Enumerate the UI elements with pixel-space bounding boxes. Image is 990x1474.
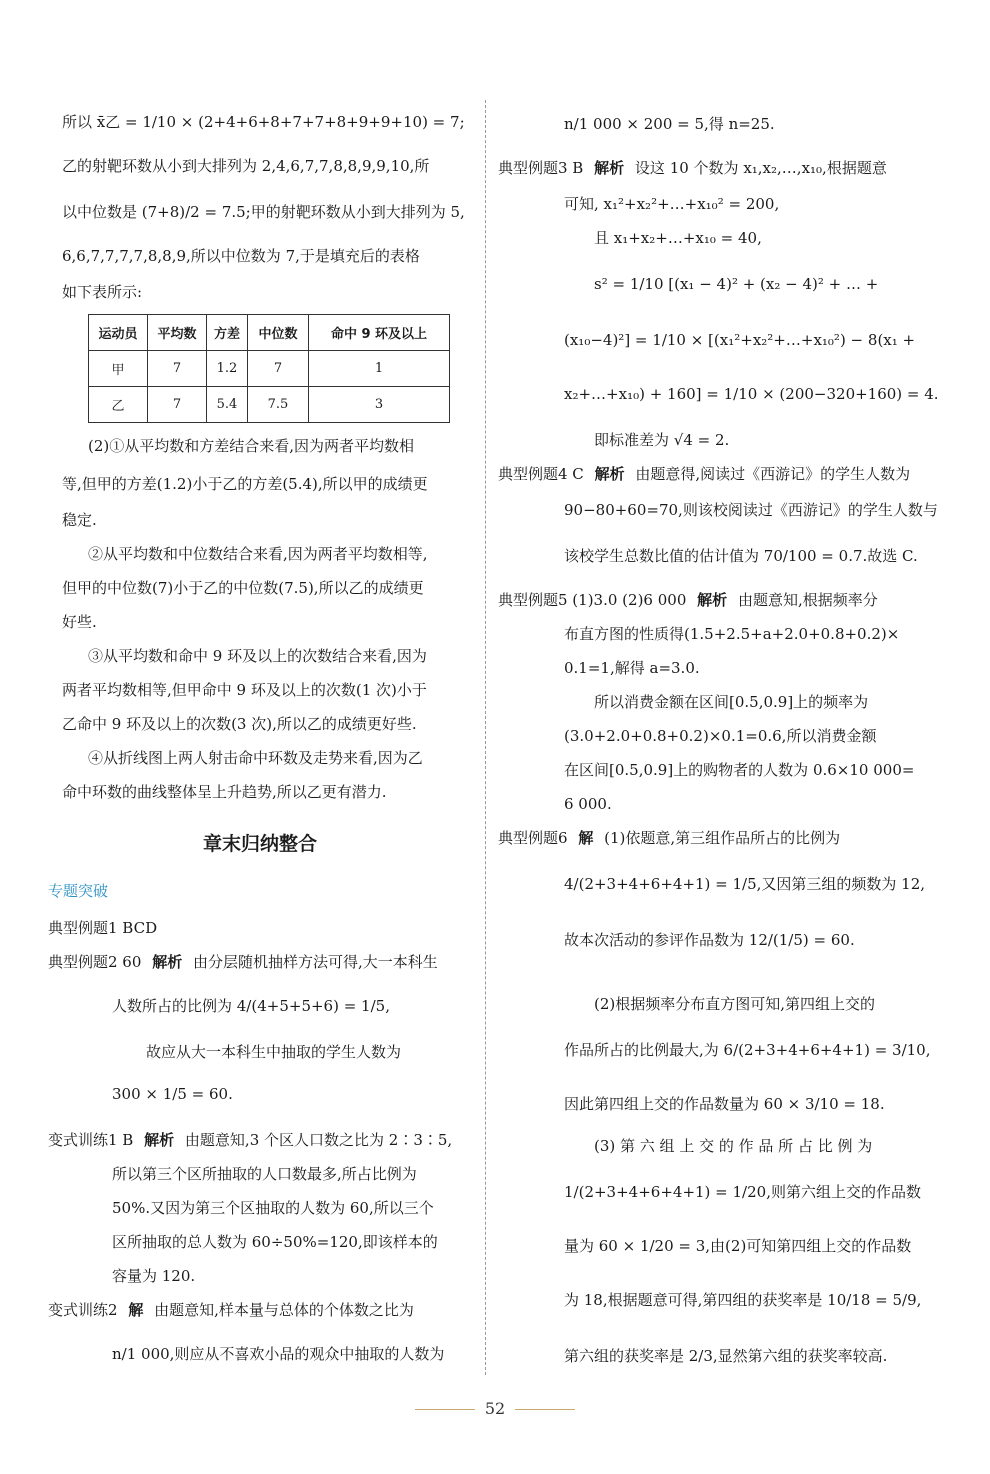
analysis-tag: 解析 xyxy=(594,159,625,177)
text-line: 且 x₁+x₂+…+x₁₀ = 40, xyxy=(594,229,762,247)
analysis-tag: 解析 xyxy=(152,953,183,971)
example-text: 设这 10 个数为 x₁,x₂,…,x₁₀,根据题意 xyxy=(634,159,887,177)
text-line xyxy=(498,590,878,610)
text-line: 稳定. xyxy=(62,511,97,529)
example-head: 变式训练2 xyxy=(48,1301,118,1319)
table-cell: 7 xyxy=(148,387,207,423)
example-text: 由题意知,根据频率分 xyxy=(737,591,878,609)
table-header: 命中 9 环及以上 xyxy=(309,315,450,351)
text-line xyxy=(48,1130,452,1150)
page-number xyxy=(0,1399,990,1418)
text-line: 第六组的获奖率是 2/3,显然第六组的获奖率较高. xyxy=(564,1347,888,1365)
text-line: 1/(2+3+4+6+4+1) = 1/20,则第六组上交的作品数 xyxy=(564,1183,921,1201)
example-text: 由题意知,样本量与总体的个体数之比为 xyxy=(154,1301,414,1319)
text-line: 如下表所示: xyxy=(62,283,143,301)
text-line: 在区间[0.5,0.9]上的购物者的人数为 0.6×10 000= xyxy=(564,761,915,779)
example-head: 典型例题2 60 xyxy=(48,953,142,971)
example-head: 典型例题5 (1)3.0 (2)6 000 xyxy=(498,591,687,609)
text-line: 所以第三个区所抽取的人口数最多,所占比例为 xyxy=(112,1165,417,1183)
text-line: (x₁₀−4)²] = 1/10 × [(x₁²+x₂²+…+x₁₀²) − 8(x₁ + xyxy=(564,331,916,349)
text-line: 因此第四组上交的作品数量为 60 × 3/10 = 18. xyxy=(564,1095,885,1113)
text-line: (2)①从平均数和方差结合来看,因为两者平均数相 xyxy=(88,437,415,455)
text-line xyxy=(48,1300,414,1320)
table-header-row xyxy=(89,315,450,351)
text-line: n/1 000,则应从不喜欢小品的观众中抽取的人数为 xyxy=(112,1345,445,1363)
table-cell: 7 xyxy=(248,351,309,387)
text-line: ④从折线图上两人射击命中环数及走势来看,因为乙 xyxy=(88,749,423,767)
text-line: 所以 x̄乙 = 1/10 × (2+4+6+8+7+7+8+9+9+10) = 7; xyxy=(62,113,465,131)
table-cell: 7.5 xyxy=(248,387,309,423)
table-header: 方差 xyxy=(207,315,248,351)
text-line: (3.0+2.0+0.8+0.2)×0.1=0.6,所以消费金额 xyxy=(564,727,877,745)
text-line: 两者平均数相等,但甲命中 9 环及以上的次数(1 次)小于 xyxy=(62,681,427,699)
text-line: 50%.又因为第三个区抽取的人数为 60,所以三个 xyxy=(112,1199,434,1217)
table-cell: 5.4 xyxy=(207,387,248,423)
text-line: 布直方图的性质得(1.5+2.5+a+2.0+0.8+0.2)× xyxy=(564,625,900,643)
text-line: 6,6,7,7,7,7,8,8,9,所以中位数为 7,于是填充后的表格 xyxy=(62,247,420,265)
score-table xyxy=(88,314,450,423)
section-label: 专题突破 xyxy=(48,882,109,900)
example-head: 变式训练1 B xyxy=(48,1131,134,1149)
text-line: 所以消费金额在区间[0.5,0.9]上的频率为 xyxy=(594,693,869,711)
table-cell: 1 xyxy=(309,351,450,387)
text-line: 乙命中 9 环及以上的次数(3 次),所以乙的成绩更好些. xyxy=(62,715,417,733)
text-line: 故本次活动的参评作品数为 12/(1/5) = 60. xyxy=(564,931,855,949)
text-line: 量为 60 × 1/20 = 3,由(2)可知第四组上交的作品数 xyxy=(564,1237,912,1255)
table-cell: 乙 xyxy=(89,387,148,423)
analysis-tag: 解析 xyxy=(594,465,625,483)
page-rule-right xyxy=(515,1409,575,1410)
text-line xyxy=(498,464,910,484)
example-head: 典型例题3 B xyxy=(498,159,584,177)
text-line: (3) 第 六 组 上 交 的 作 品 所 占 比 例 为 xyxy=(594,1137,873,1155)
text-line: s² = 1/10 [(x₁ − 4)² + (x₂ − 4)² + … + xyxy=(594,275,879,293)
page-number-label: 52 xyxy=(484,1399,506,1418)
text-line: 好些. xyxy=(62,613,97,631)
table-header: 运动员 xyxy=(89,315,148,351)
example-head: 典型例题4 C xyxy=(498,465,584,483)
text-line: 区所抽取的总人数为 60÷50%=120,即该样本的 xyxy=(112,1233,438,1251)
table-header: 中位数 xyxy=(248,315,309,351)
table-row xyxy=(89,351,450,387)
text-line: 作品所占的比例最大,为 6/(2+3+4+6+4+1) = 3/10, xyxy=(564,1041,931,1059)
text-line: 容量为 120. xyxy=(112,1267,196,1285)
text-line: x₂+…+x₁₀) + 160] = 1/10 × (200−320+160) = 4. xyxy=(564,385,939,403)
analysis-tag: 解 xyxy=(128,1301,144,1319)
analysis-tag: 解析 xyxy=(144,1131,175,1149)
example-head: 典型例题6 xyxy=(498,829,568,847)
chapter-title: 章末归纳整合 xyxy=(202,833,317,855)
text-line: 命中环数的曲线整体呈上升趋势,所以乙更有潜力. xyxy=(62,783,387,801)
table-header: 平均数 xyxy=(148,315,207,351)
text-line: 人数所占的比例为 4/(4+5+5+6) = 1/5, xyxy=(112,997,390,1015)
example-text: 由题意得,阅读过《西游记》的学生人数为 xyxy=(635,465,911,483)
example-text: 由题意知,3 个区人口数之比为 2∶3∶5, xyxy=(184,1131,453,1149)
text-line xyxy=(498,158,887,178)
analysis-tag: 解 xyxy=(578,829,594,847)
table-cell: 3 xyxy=(309,387,450,423)
text-line: 6 000. xyxy=(564,795,612,813)
table-cell: 7 xyxy=(148,351,207,387)
text-line: 以中位数是 (7+8)/2 = 7.5;甲的射靶环数从小到大排列为 5, xyxy=(62,203,465,221)
text-line: 即标准差为 √4 = 2. xyxy=(594,431,730,449)
text-line: 90−80+60=70,则该校阅读过《西游记》的学生人数与 xyxy=(564,501,938,519)
table-cell: 甲 xyxy=(89,351,148,387)
column-divider xyxy=(485,100,486,1375)
text-line: 为 18,根据题意可得,第四组的获奖率是 10/18 = 5/9, xyxy=(564,1291,922,1309)
text-line: (2)根据频率分布直方图可知,第四组上交的 xyxy=(594,995,876,1013)
text-line: n/1 000 × 200 = 5,得 n=25. xyxy=(564,115,775,133)
text-line: 典型例题1 BCD xyxy=(48,919,158,937)
example-text: 由分层随机抽样方法可得,大一本科生 xyxy=(192,953,438,971)
page-rule-left xyxy=(415,1409,475,1410)
text-line: ②从平均数和中位数结合来看,因为两者平均数相等, xyxy=(88,545,428,563)
text-line: 0.1=1,解得 a=3.0. xyxy=(564,659,700,677)
example-text: (1)依题意,第三组作品所占的比例为 xyxy=(604,829,841,847)
text-line: 可知, x₁²+x₂²+…+x₁₀² = 200, xyxy=(564,195,780,213)
text-line: ③从平均数和命中 9 环及以上的次数结合来看,因为 xyxy=(88,647,427,665)
text-line xyxy=(48,952,438,972)
analysis-tag: 解析 xyxy=(697,591,728,609)
text-line: 故应从大一本科生中抽取的学生人数为 xyxy=(146,1043,402,1061)
text-line: 300 × 1/5 = 60. xyxy=(112,1085,233,1103)
text-line xyxy=(498,828,840,848)
text-line: 但甲的中位数(7)小于乙的中位数(7.5),所以乙的成绩更 xyxy=(62,579,424,597)
text-line: 等,但甲的方差(1.2)小于乙的方差(5.4),所以甲的成绩更 xyxy=(62,475,428,493)
text-line: 4/(2+3+4+6+4+1) = 1/5,又因第三组的频数为 12, xyxy=(564,875,926,893)
table-row xyxy=(89,387,450,423)
text-line: 乙的射靶环数从小到大排列为 2,4,6,7,7,8,8,9,9,10,所 xyxy=(62,157,430,175)
table-cell: 1.2 xyxy=(207,351,248,387)
text-line: 该校学生总数比值的估计值为 70/100 = 0.7.故选 C. xyxy=(564,547,918,565)
